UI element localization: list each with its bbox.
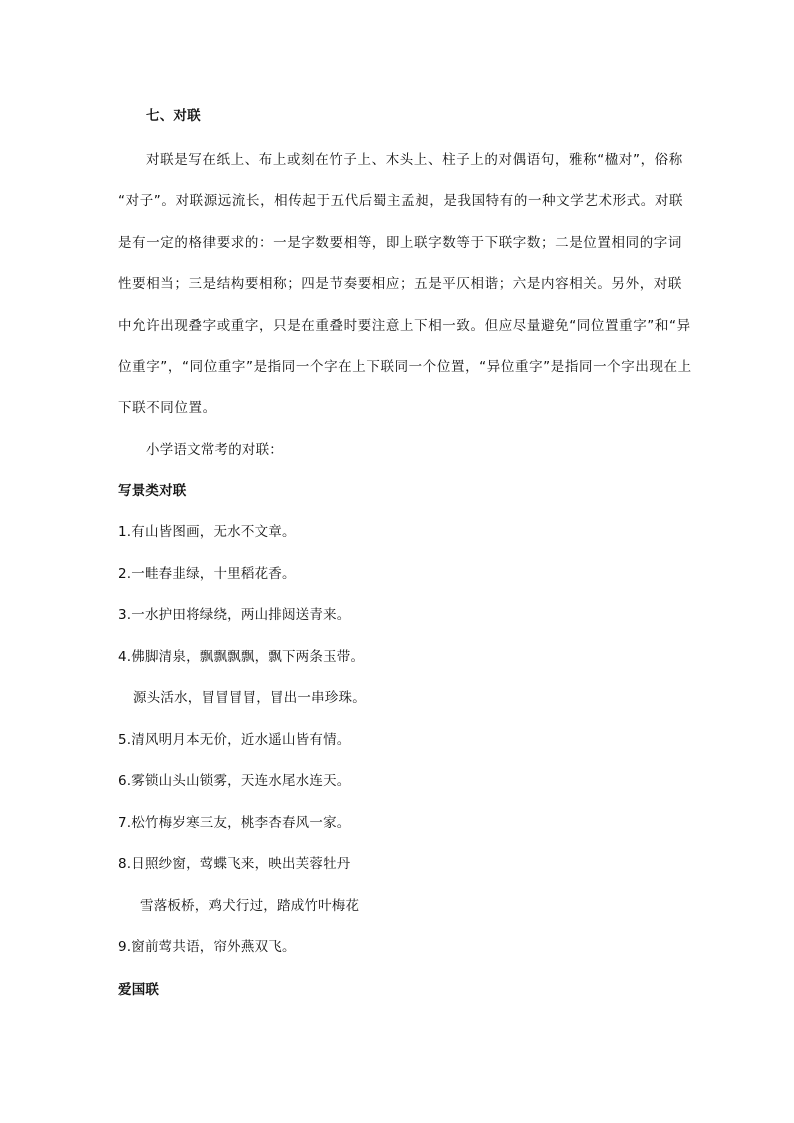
paragraph-line: “对子”。对联源远流长，相传起于五代后蜀主孟昶，是我国特有的一种文学艺术形式。对联 (118, 193, 684, 209)
heading-patriotic: 爱国联 (118, 982, 160, 998)
couplet-item-continuation: 雪落板桥，鸡犬行过，踏成竹叶梅花 (140, 898, 360, 914)
couplet-item-continuation: 源头活水，冒冒冒冒，冒出一串珍珠。 (133, 690, 366, 706)
couplet-item: 7.松竹梅岁寒三友，桃李杏春风一家。 (118, 815, 351, 831)
heading-scenery: 写景类对联 (118, 483, 187, 499)
paragraph-line: 中允许出现叠字或重字，只是在重叠时要注意上下相一致。但应尽量避免“同位置重字”和“异 (118, 318, 691, 334)
section-title: 七、对联 (146, 108, 201, 124)
paragraph-line: 是有一定的格律要求的：一是字数要相等，即上联字数等于下联字数；二是位置相同的字词 (118, 235, 682, 251)
couplet-item: 5.清风明月本无价，近水遥山皆有情。 (118, 732, 351, 748)
couplet-item: 1.有山皆图画，无水不文章。 (118, 524, 296, 540)
paragraph-line: 性要相当；三是结构要相称；四是节奏要相应；五是平仄相谐；六是内容相关。另外，对联 (118, 276, 682, 292)
couplet-item: 3.一水护田将绿绕，两山排闼送青来。 (118, 607, 351, 623)
intro-line: 小学语文常考的对联： (146, 442, 283, 458)
paragraph-line: 下联不同位置。 (118, 400, 217, 416)
couplet-item: 4.佛脚清泉，飘飘飘飘，飘下两条玉带。 (118, 649, 365, 665)
couplet-item: 8.日照纱窗，莺蝶飞来，映出芙蓉牡丹 (118, 856, 351, 872)
paragraph-line: 位重字”，“同位重字”是指同一个字在上下联同一个位置，“异位重字”是指同一个字出现在上 (118, 359, 692, 375)
couplet-item: 2.一畦春韭绿，十里稻花香。 (118, 566, 296, 582)
paragraph-line: 对联是写在纸上、布上或刻在竹子上、木头上、柱子上的对偶语句，雅称“楹对”，俗称 (146, 152, 683, 168)
couplet-item: 6.雾锁山头山锁雾，天连水尾水连天。 (118, 773, 351, 789)
couplet-item: 9.窗前莺共语，帘外燕双飞。 (118, 939, 296, 955)
